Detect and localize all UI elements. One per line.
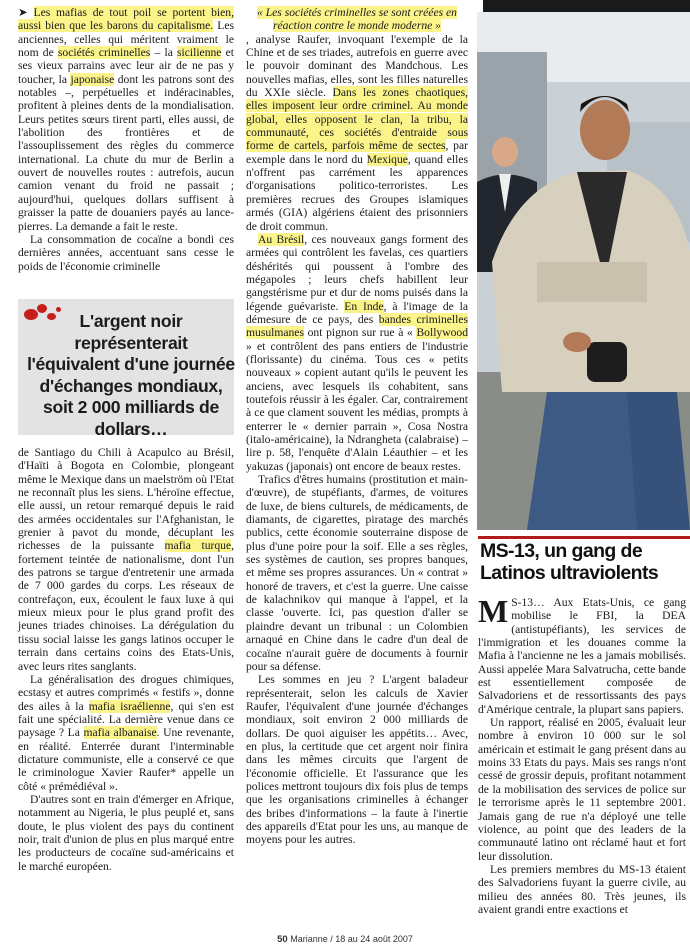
highlighted-text: bandes criminelles musulmanes: [246, 312, 468, 340]
text-run: , qui s'en est fait une spécialité. La dernière venue dans ce paysage ? La: [18, 699, 234, 740]
article-column-1: [18, 6, 234, 273]
top-banner-strip: [483, 0, 690, 12]
sidebar-accent-bar: [478, 536, 690, 539]
paragraph: [18, 6, 234, 233]
paragraph: Les sommes en jeu ? L'argent baladeur représenterait, selon les calculs de Xavier Raufer, l'équivalent d'une journée d'échanges mondiaux, soit environ 2 000 milliards de dollars. De quoi aiguiser les appétits… Avec, en plus, la certitude que cet argent noir finira dans les mêmes circuits que l'argent de l'économie officielle. Et l'assurance que les polices mettront toujours dix fois plus de temps que les organisations criminelles à échanger des bribes d'informations – la faute à l'inertie des appareils d'Etat pour les uns, au manque de moyens pour les autres.: [246, 673, 468, 847]
quote-intro: [246, 6, 468, 33]
paragraph: Les premiers membres du MS-13 étaient des Salvadoriens fuyant la guerre civile, au milieu des années 80. Très jeunes, ils avaient grandi entre exactions et: [478, 862, 686, 916]
highlighted-text: mafia turque: [164, 539, 232, 553]
photo-ms13-member: [477, 12, 690, 530]
highlighted-text: mafia israélienne: [88, 699, 171, 713]
highlighted-text: Bollywood: [416, 326, 468, 340]
text-run: » et contrôlent des pans entiers de l'industrie (florissante) du cinéma. Tous ces « petits nouveaux » copient autant qu'ils le peuvent les anciens, avec lesquels ils cohabitent, sans toutefois réussir à les égaler. Car, contrairement à ce que clament souvent les médias, prompts à enterrer le « dernier parrain », Cosa Nostra (italo-américaine), la Ndrangheta (calabraise) – lire p. 58, l'enquête d'Alain Léauthier – et les yakuzas (japonais) ont encore de beaux restes.: [246, 339, 468, 473]
sidebar-title: MS-13, un gang de Latinos ultraviolents: [480, 540, 659, 584]
paragraph: [18, 673, 234, 793]
photo-illustration: [477, 12, 690, 530]
pull-quote: [18, 299, 235, 439]
paragraph: D'autres sont en train d'émerger en Afrique, notamment au Nigeria, le plus peuplé et, sans doute, le plus violent des pays du continent noir, trait d'union de plus en plus marqué entre les producteurs de cocaïne sud-américains et le marché européen.: [18, 792, 234, 873]
sidebar-text: S-13… Aux Etats-Unis, ce gang mobilise le FBI, la DEA (antistupéfiants), les services de l'immigration et les douanes comme la Mafia à l'ancienne ne les a jamais mobilisés. Aussi appelée Mara Salvatrucha, cette bande est essentiellement composée de Salvadoriens et de ressortissants des pays d'Amérique centrale, la plupart sans papiers.: [478, 596, 686, 716]
pull-quote-text: L'argent noir représenterait l'équivalent d'une journée d'échanges mondiaux, soit 2 000 milliards de dollars…: [27, 311, 235, 439]
highlighted-text: Dans les zones chaotiques, elles imposent leur ordre criminel. Au monde global, elles opposent le clan, la tribu, la communauté, ces sociétés d'entraide sous forme de cartels, parfois même de sectes: [246, 86, 468, 153]
text-run: et ses vieux parrains avec leur air de ne pas y toucher, la: [18, 46, 234, 86]
text-run: dont les patrons sont des notables –, perpétuelles et indéracinables, profitent à pleines dents de la mondialisation. Leurs petites sœurs tirent parti, elles aussi, de l'abolition des frontières et de l'assouplissement des règles du commerce international. La chute du mur de Berlin a ouvert de nouvelles routes : autrefois, aucun camion venant du froid ne passait ; aujourd'hui, quelques dollars suffisent à graisser la patte de douaniers payés au lance-pierres. La demande a fait le reste.: [18, 72, 234, 233]
text-run: . Une revenante, en réalité. Enterrée durant l'interminable dictature communiste, elle a conservé ce que le criminologue Xavier Raufer* appelle un côté « prémédiéval ».: [18, 726, 235, 793]
highlighted-text: japonaise: [70, 72, 115, 86]
paragraph: [18, 446, 234, 673]
paragraph: La consommation de cocaïne a bondi ces dernières années, accentuant sans cesse le poids de l'économie criminelle: [18, 232, 234, 273]
highlighted-text: sicilienne: [177, 46, 222, 60]
text-run: , quand elles n'offrent pas carrément les apparences d'organisations politico-terroristes. Les premières recrues des Groupes islamiques armés (GIA) algériens étaient des prisonniers de droit commun.: [246, 152, 468, 233]
text-run: de Santiago du Chili à Acapulco au Brésil, d'Haïti à Bogota en Colombie, plongeant même le Mexique dans un maelström où l'Etat ne reconnaît plus les siens. L'héroïne effectue, elle aussi, un retour remarqué depuis le raid des armées occidentales sur l'Afghanistan, le grenier à pavot du monde, décuplant les richesses de la puissante: [18, 446, 234, 553]
article-column-2: [246, 6, 468, 847]
text-run: , à l'image de la démesure de ce pays, des: [246, 299, 468, 326]
page-footer: [0, 934, 690, 945]
lead-marker-icon: ➤: [18, 6, 28, 19]
sidebar-column: [478, 593, 686, 916]
sidebar-heading: [478, 536, 690, 590]
page-number: 50: [277, 934, 288, 945]
text-run: Les anciennes, celles qui méritent vraiment le nom de: [18, 19, 234, 60]
text-run: , analyse Raufer, invoquant l'exemple de la Chine et de ses triades, autrefois en guerre avec le pouvoir dominant des Mandchous. Les nouvelles mafias, elles, sont les filles naturelles du XXIe siècle.: [246, 32, 468, 100]
magazine-name: Marianne: [290, 934, 328, 944]
issue-dates: / 18 au 24 août 2007: [330, 934, 413, 944]
text-run: – la: [150, 46, 178, 60]
highlighted-text: sociétés criminelles: [57, 46, 151, 60]
highlighted-text: mafia albanaise: [83, 726, 157, 740]
text-run: La généralisation des drogues chimiques, ecstasy et autres comprimés « festifs », donne des ailes à la: [18, 672, 234, 713]
text-run: , par exemple dans le nord du: [246, 139, 468, 166]
text-run: , ces nouveaux gangs forment des armées qui contrôlent les favelas, ces quartiers déshérités qui poussent à l'ombre des mégapoles ; leurs chefs habillent leur gangstérisme pur et dur de noms puisés dans la légende guévariste.: [246, 232, 468, 313]
paragraph: [246, 233, 468, 473]
highlighted-quote: « Les sociétés criminelles se sont créées en réaction contre le monde moderne »: [257, 6, 457, 33]
drop-cap: M: [478, 593, 509, 629]
highlighted-text: Mexique: [366, 152, 408, 166]
paragraph: [478, 593, 686, 716]
paragraph: Un rapport, réalisé en 2005, évaluait leur nombre à environ 10 000 sur le sol américain et estimait le gang présent dans au moins 33 Etats du pays. Mais ses rangs n'ont cessé de grossir depuis, profitant notamment de la mobilisation des services de police sur le terrorisme après le 11 septembre 2001. Jamais gang de rue n'a déployé une telle violence, au point que des leaders de la communauté latino ont réclamé haut et fort leur dissolution.: [478, 716, 686, 863]
paragraph: Trafics d'êtres humains (prostitution et main-d'œuvre), de stupéfiants, d'armes, de voitures de luxe, de biens culturels, de médicaments, de diamants, de cigarettes, piratage des marchés publics, cette économie souterraine dispose de plus d'une poire pour la soif. Elle a ses règles, ses systèmes de caution, ses propres banques, et même ses propres assurances. Un « contrat » honoré de travers, et c'est la guerre. Une caisse de kalachnikov qui manque à l'appel, et la classe 'ouverte. Ici, pas question d'aller se plaindre devant un tribunal : un Colombien arnaqué en Chine dans le cadre d'un deal de cocaïne n'aurait guère de documents à fournir pour sa défense.: [246, 473, 468, 673]
text-run: ont pignon sur rue à «: [303, 326, 417, 340]
paragraph: [246, 33, 468, 233]
highlighted-text: Les mafias de tout poil se portent bien, aussi bien que les barons du capitalisme.: [18, 6, 234, 33]
article-column-1-continued: [18, 446, 234, 873]
text-run: , fortement teintée de nationalisme, dont l'un des patrons se targue d'entretenir une armada de 7 000 gardes du corps. Les réseaux de contrefaçon, eux, écoulent le faux luxe à qui mieux mieux pour le plus grand profit des jeunes triades chinoises. La dérégulation du tissu social laisse les gangs latinos occuper le terrain dans certains coins des Etats-Unis, avec leurs rites sanglants.: [18, 539, 234, 673]
highlighted-text: En Inde: [344, 299, 384, 313]
highlighted-text: Au Brésil: [258, 232, 305, 246]
